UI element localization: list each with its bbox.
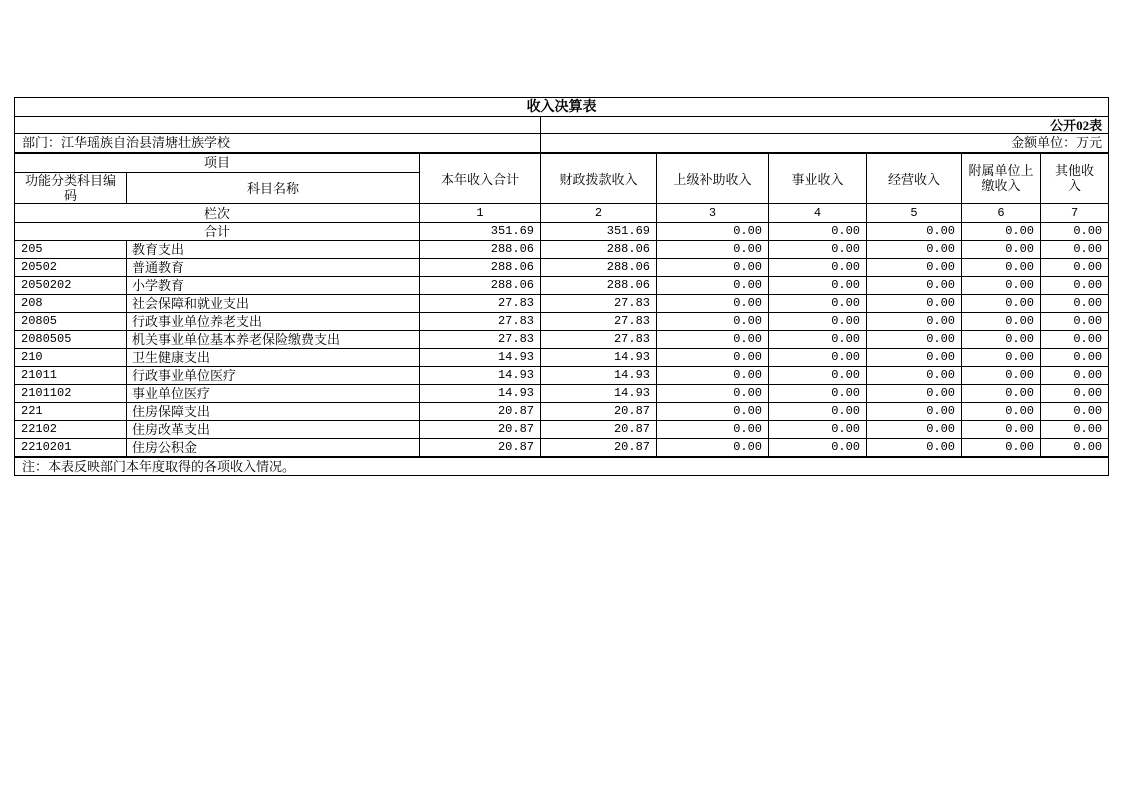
table-body (15, 241, 1109, 457)
row-value-cell: 0.00 (1041, 403, 1109, 421)
row-value-cell: 0.00 (769, 295, 867, 313)
table-row (15, 259, 1109, 277)
lane-num-cell: 2 (541, 204, 657, 223)
row-value-cell: 0.00 (769, 385, 867, 403)
row-value-cell: 0.00 (962, 385, 1041, 403)
row-value-cell: 20.87 (420, 439, 541, 457)
row-value-cell: 0.00 (1041, 439, 1109, 457)
public-table-spacer-cell (15, 117, 541, 134)
row-value-cell: 0.00 (1041, 295, 1109, 313)
row-code-cell: 2210201 (15, 439, 127, 457)
row-value-cell: 0.00 (867, 349, 962, 367)
row-value-cell: 20.87 (541, 439, 657, 457)
total-value-cell: 0.00 (867, 223, 962, 241)
row-name-cell: 普通教育 (127, 259, 420, 277)
row-value-cell: 0.00 (962, 421, 1041, 439)
row-name-cell: 卫生健康支出 (127, 349, 420, 367)
table-row (15, 385, 1109, 403)
page-title: 收入决算表 (15, 98, 1109, 117)
department-row (15, 134, 1109, 153)
row-value-cell: 0.00 (867, 313, 962, 331)
row-value-cell: 0.00 (867, 385, 962, 403)
row-value-cell: 0.00 (769, 403, 867, 421)
row-value-cell: 0.00 (769, 439, 867, 457)
row-value-cell: 0.00 (657, 367, 769, 385)
row-value-cell: 0.00 (962, 349, 1041, 367)
total-label: 合计 (15, 223, 420, 241)
row-value-cell: 0.00 (867, 277, 962, 295)
row-value-cell: 0.00 (867, 331, 962, 349)
unit-label: 金额单位：万元 (541, 134, 1109, 153)
table-row (15, 277, 1109, 295)
row-name-cell: 社会保障和就业支出 (127, 295, 420, 313)
row-value-cell: 0.00 (769, 277, 867, 295)
total-value-cell: 0.00 (657, 223, 769, 241)
note-row (15, 457, 1109, 476)
department-label: 部门：江华瑶族自治县清塘壮族学校 (15, 134, 541, 153)
lane-num-cell: 6 (962, 204, 1041, 223)
row-value-cell: 288.06 (420, 259, 541, 277)
table-row (15, 241, 1109, 259)
income-final-accounts-table (14, 97, 1109, 476)
row-value-cell: 0.00 (1041, 277, 1109, 295)
row-name-cell: 小学教育 (127, 277, 420, 295)
row-value-cell: 0.00 (657, 241, 769, 259)
row-value-cell: 0.00 (962, 439, 1041, 457)
header-row-project (15, 153, 1109, 173)
row-value-cell: 0.00 (867, 259, 962, 277)
row-value-cell: 0.00 (657, 313, 769, 331)
row-name-cell: 教育支出 (127, 241, 420, 259)
lane-num-cell: 7 (1041, 204, 1109, 223)
row-code-cell: 20805 (15, 313, 127, 331)
lane-num-cell: 3 (657, 204, 769, 223)
table-row (15, 313, 1109, 331)
row-value-cell: 0.00 (657, 331, 769, 349)
row-value-cell: 0.00 (1041, 259, 1109, 277)
row-value-cell: 0.00 (657, 385, 769, 403)
row-name-cell: 事业单位医疗 (127, 385, 420, 403)
header-operating-income: 经营收入 (867, 153, 962, 204)
row-value-cell: 0.00 (657, 421, 769, 439)
header-other-income: 其他收入 (1041, 153, 1109, 204)
row-value-cell: 27.83 (420, 331, 541, 349)
header-project: 项目 (15, 153, 420, 173)
row-value-cell: 0.00 (867, 295, 962, 313)
row-value-cell: 0.00 (1041, 421, 1109, 439)
table-head-rows (15, 98, 1109, 241)
table-row (15, 295, 1109, 313)
row-code-cell: 205 (15, 241, 127, 259)
row-value-cell: 27.83 (541, 295, 657, 313)
row-value-cell: 0.00 (657, 295, 769, 313)
row-value-cell: 0.00 (769, 313, 867, 331)
row-code-cell: 22102 (15, 421, 127, 439)
row-value-cell: 0.00 (867, 403, 962, 421)
row-value-cell: 0.00 (962, 259, 1041, 277)
row-code-cell: 2101102 (15, 385, 127, 403)
row-value-cell: 20.87 (541, 421, 657, 439)
row-value-cell: 0.00 (769, 367, 867, 385)
lane-num-cell: 5 (867, 204, 962, 223)
row-value-cell: 0.00 (1041, 367, 1109, 385)
row-value-cell: 288.06 (541, 259, 657, 277)
row-value-cell: 0.00 (769, 421, 867, 439)
total-value-cell: 351.69 (541, 223, 657, 241)
public-table-label: 公开02表 (541, 117, 1109, 134)
lane-label: 栏次 (15, 204, 420, 223)
row-value-cell: 14.93 (420, 349, 541, 367)
row-value-cell: 0.00 (962, 367, 1041, 385)
row-value-cell: 288.06 (541, 277, 657, 295)
lane-num-cell: 1 (420, 204, 541, 223)
row-name-cell: 住房改革支出 (127, 421, 420, 439)
row-value-cell: 27.83 (420, 295, 541, 313)
row-value-cell: 0.00 (962, 295, 1041, 313)
table-note: 注：本表反映部门本年度取得的各项收入情况。 (15, 457, 1109, 476)
row-value-cell: 0.00 (962, 277, 1041, 295)
table-row (15, 421, 1109, 439)
row-value-cell: 0.00 (769, 331, 867, 349)
total-value-cell: 0.00 (769, 223, 867, 241)
row-value-cell: 0.00 (1041, 385, 1109, 403)
row-value-cell: 0.00 (657, 277, 769, 295)
row-value-cell: 27.83 (541, 313, 657, 331)
row-value-cell: 288.06 (420, 241, 541, 259)
table-row (15, 331, 1109, 349)
table-row (15, 403, 1109, 421)
table-row (15, 367, 1109, 385)
row-name-cell: 机关事业单位基本养老保险缴费支出 (127, 331, 420, 349)
header-subject-name: 科目名称 (127, 173, 420, 204)
row-value-cell: 0.00 (657, 439, 769, 457)
row-code-cell: 208 (15, 295, 127, 313)
row-value-cell: 288.06 (420, 277, 541, 295)
row-value-cell: 14.93 (420, 385, 541, 403)
row-value-cell: 0.00 (867, 367, 962, 385)
row-name-cell: 行政事业单位医疗 (127, 367, 420, 385)
row-code-cell: 221 (15, 403, 127, 421)
row-code-cell: 210 (15, 349, 127, 367)
row-value-cell: 0.00 (1041, 241, 1109, 259)
row-value-cell: 0.00 (962, 313, 1041, 331)
total-value-cell: 351.69 (420, 223, 541, 241)
row-value-cell: 0.00 (1041, 349, 1109, 367)
row-value-cell: 20.87 (541, 403, 657, 421)
header-business-income: 事业收入 (769, 153, 867, 204)
row-value-cell: 0.00 (1041, 313, 1109, 331)
row-value-cell: 14.93 (420, 367, 541, 385)
row-code-cell: 20502 (15, 259, 127, 277)
row-code-cell: 2080505 (15, 331, 127, 349)
row-value-cell: 0.00 (769, 259, 867, 277)
row-value-cell: 14.93 (541, 349, 657, 367)
row-value-cell: 0.00 (867, 421, 962, 439)
row-value-cell: 0.00 (867, 241, 962, 259)
row-value-cell: 14.93 (541, 385, 657, 403)
row-value-cell: 0.00 (962, 241, 1041, 259)
header-function-code: 功能分类科目编码 (15, 173, 127, 204)
total-value-cell: 0.00 (1041, 223, 1109, 241)
public-table-row (15, 117, 1109, 134)
row-value-cell: 0.00 (657, 403, 769, 421)
row-value-cell: 0.00 (962, 403, 1041, 421)
header-superior-subsidy: 上级补助收入 (657, 153, 769, 204)
row-value-cell: 0.00 (1041, 331, 1109, 349)
row-value-cell: 0.00 (867, 439, 962, 457)
row-value-cell: 14.93 (541, 367, 657, 385)
row-value-cell: 20.87 (420, 403, 541, 421)
table-row (15, 439, 1109, 457)
row-value-cell: 20.87 (420, 421, 541, 439)
table-row (15, 349, 1109, 367)
row-value-cell: 27.83 (420, 313, 541, 331)
row-value-cell: 0.00 (769, 241, 867, 259)
row-name-cell: 住房公积金 (127, 439, 420, 457)
row-name-cell: 住房保障支出 (127, 403, 420, 421)
row-value-cell: 27.83 (541, 331, 657, 349)
row-value-cell: 0.00 (962, 331, 1041, 349)
total-row (15, 223, 1109, 241)
row-value-cell: 288.06 (541, 241, 657, 259)
row-value-cell: 0.00 (769, 349, 867, 367)
row-code-cell: 2050202 (15, 277, 127, 295)
row-name-cell: 行政事业单位养老支出 (127, 313, 420, 331)
header-fiscal-appropriation: 财政拨款收入 (541, 153, 657, 204)
total-value-cell: 0.00 (962, 223, 1041, 241)
header-subordinate-remittance: 附属单位上缴收入 (962, 153, 1041, 204)
row-value-cell: 0.00 (657, 349, 769, 367)
lane-num-cell: 4 (769, 204, 867, 223)
header-total-income: 本年收入合计 (420, 153, 541, 204)
table-foot-rows (15, 457, 1109, 476)
row-value-cell: 0.00 (657, 259, 769, 277)
title-row (15, 98, 1109, 117)
lane-number-row (15, 204, 1109, 223)
row-code-cell: 21011 (15, 367, 127, 385)
